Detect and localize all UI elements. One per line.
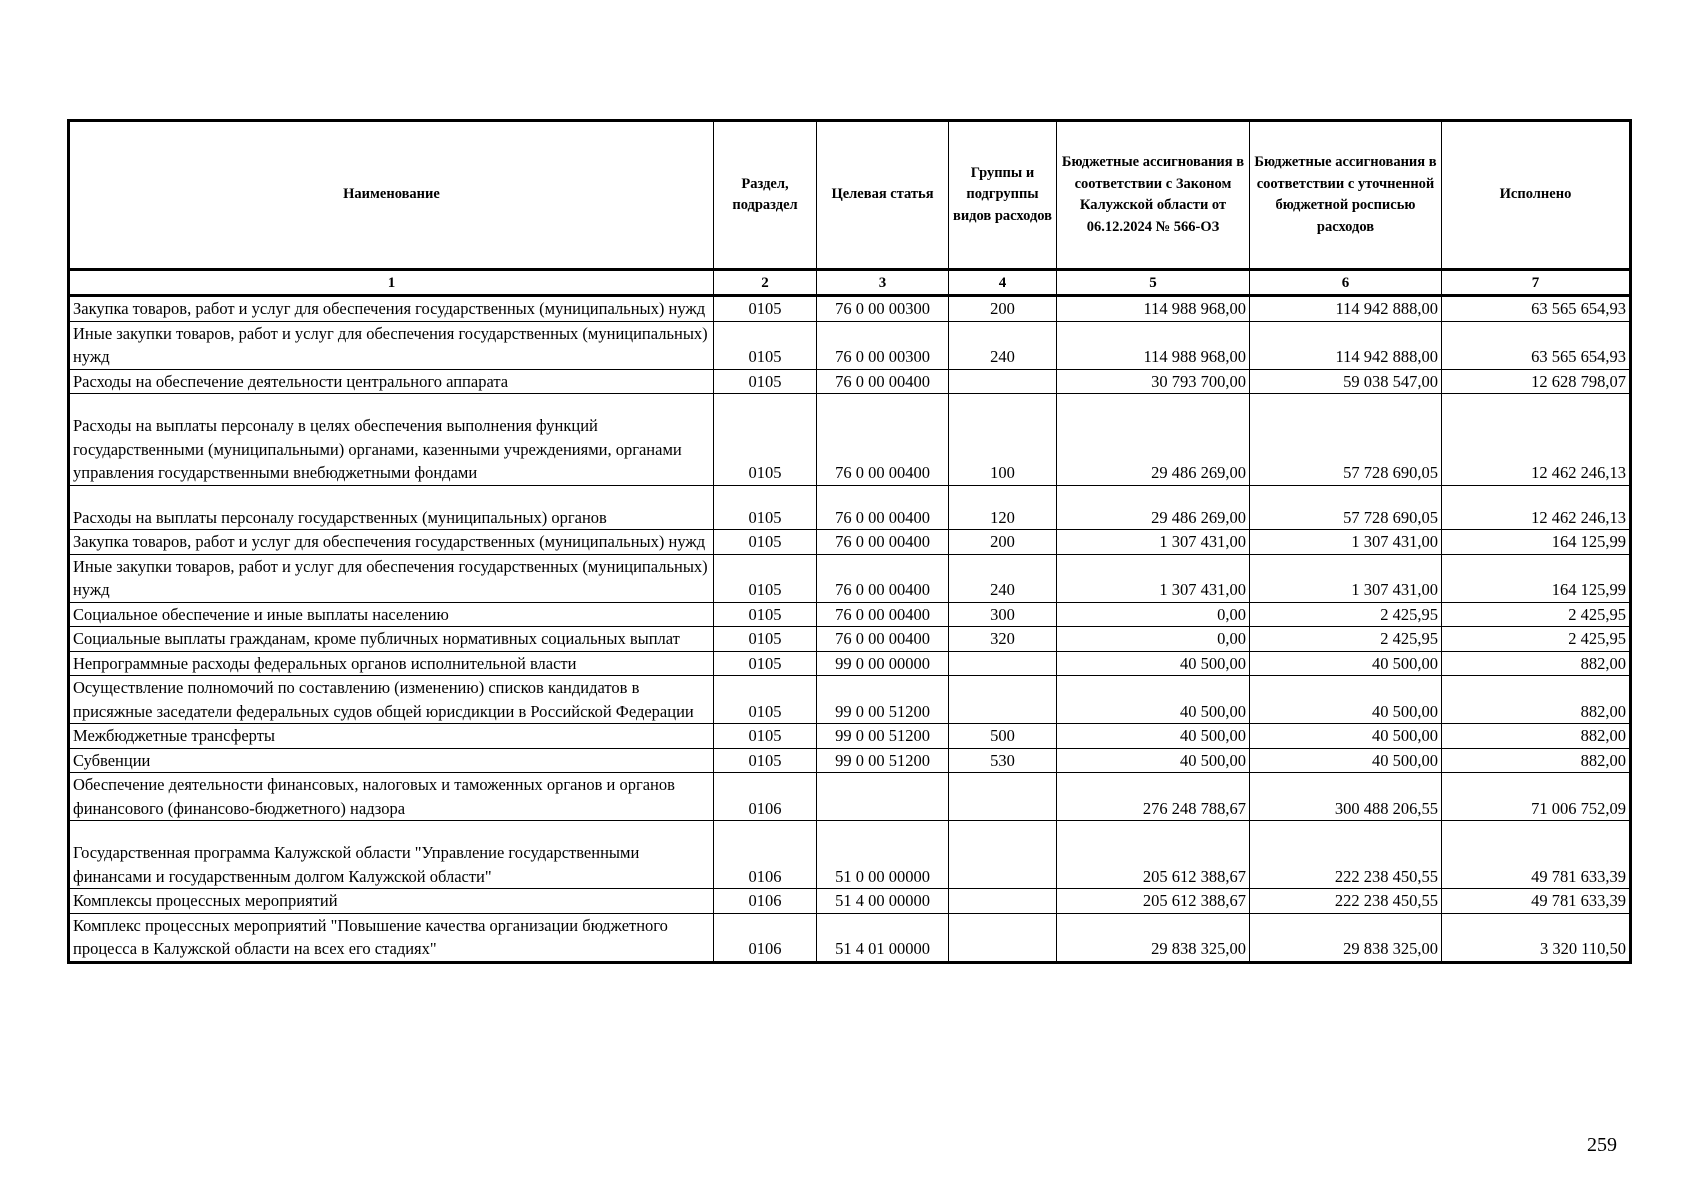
row-group (949, 821, 1057, 889)
column-number: 1 (69, 270, 714, 296)
row-name: Комплекс процессных мероприятий "Повышение качества организации бюджетного процесса в Калужской области на всех его стадиях" (69, 913, 714, 962)
row-name: Межбюджетные трансферты (69, 724, 714, 749)
row-law-amount: 40 500,00 (1057, 748, 1250, 773)
row-refined-amount: 222 238 450,55 (1250, 821, 1442, 889)
row-group: 300 (949, 602, 1057, 627)
row-article: 76 0 00 00400 (817, 627, 949, 652)
row-name: Субвенции (69, 748, 714, 773)
row-article: 76 0 00 00300 (817, 321, 949, 369)
row-refined-amount: 2 425,95 (1250, 602, 1442, 627)
row-refined-amount: 300 488 206,55 (1250, 773, 1442, 821)
row-section: 0105 (714, 296, 817, 322)
row-article: 76 0 00 00400 (817, 485, 949, 530)
header-refined: Бюджетные ассигнования в соответствии с уточненной бюджетной росписью расходов (1250, 121, 1442, 270)
row-executed-amount: 63 565 654,93 (1442, 296, 1631, 322)
row-group: 200 (949, 530, 1057, 555)
header-section: Раздел, подраздел (714, 121, 817, 270)
row-law-amount: 0,00 (1057, 627, 1250, 652)
row-section: 0106 (714, 773, 817, 821)
row-name: Иные закупки товаров, работ и услуг для обеспечения государственных (муниципальных) нужд (69, 554, 714, 602)
row-refined-amount: 2 425,95 (1250, 627, 1442, 652)
row-refined-amount: 40 500,00 (1250, 748, 1442, 773)
row-executed-amount: 49 781 633,39 (1442, 889, 1631, 914)
column-number: 6 (1250, 270, 1442, 296)
row-article: 76 0 00 00400 (817, 530, 949, 555)
row-law-amount: 1 307 431,00 (1057, 554, 1250, 602)
row-refined-amount: 40 500,00 (1250, 676, 1442, 724)
row-executed-amount: 12 462 246,13 (1442, 394, 1631, 486)
header-law: Бюджетные ассигнования в соответствии с Законом Калужской области от 06.12.2024 № 566-ОЗ (1057, 121, 1250, 270)
row-executed-amount: 882,00 (1442, 724, 1631, 749)
row-refined-amount: 59 038 547,00 (1250, 369, 1442, 394)
row-section: 0105 (714, 321, 817, 369)
row-executed-amount: 882,00 (1442, 676, 1631, 724)
row-law-amount: 40 500,00 (1057, 724, 1250, 749)
table-row (69, 676, 1631, 724)
table-row (69, 369, 1631, 394)
row-section: 0105 (714, 676, 817, 724)
table-row (69, 554, 1631, 602)
row-section: 0105 (714, 485, 817, 530)
row-article: 99 0 00 51200 (817, 676, 949, 724)
row-section: 0105 (714, 602, 817, 627)
row-law-amount: 1 307 431,00 (1057, 530, 1250, 555)
row-law-amount: 205 612 388,67 (1057, 889, 1250, 914)
row-law-amount: 40 500,00 (1057, 651, 1250, 676)
row-refined-amount: 40 500,00 (1250, 724, 1442, 749)
table-row (69, 748, 1631, 773)
row-law-amount: 205 612 388,67 (1057, 821, 1250, 889)
row-refined-amount: 1 307 431,00 (1250, 530, 1442, 555)
row-law-amount: 40 500,00 (1057, 676, 1250, 724)
table-row (69, 321, 1631, 369)
row-refined-amount: 57 728 690,05 (1250, 485, 1442, 530)
row-executed-amount: 882,00 (1442, 651, 1631, 676)
row-article: 76 0 00 00300 (817, 296, 949, 322)
row-executed-amount: 164 125,99 (1442, 530, 1631, 555)
row-executed-amount: 3 320 110,50 (1442, 913, 1631, 962)
row-refined-amount: 114 942 888,00 (1250, 296, 1442, 322)
row-law-amount: 276 248 788,67 (1057, 773, 1250, 821)
row-group (949, 913, 1057, 962)
table-row (69, 602, 1631, 627)
header-article: Целевая статья (817, 121, 949, 270)
row-section: 0105 (714, 748, 817, 773)
table-row (69, 394, 1631, 486)
row-executed-amount: 2 425,95 (1442, 602, 1631, 627)
row-refined-amount: 29 838 325,00 (1250, 913, 1442, 962)
row-article: 99 0 00 51200 (817, 748, 949, 773)
row-name: Государственная программа Калужской области "Управление государственными финансами и государственным долгом Калужской области" (69, 821, 714, 889)
row-group: 120 (949, 485, 1057, 530)
table-row (69, 724, 1631, 749)
row-name: Осуществление полномочий по составлению (изменению) списков кандидатов в присяжные заседатели федеральных судов общей юрисдикции в Российской Федерации (69, 676, 714, 724)
row-name: Обеспечение деятельности финансовых, налоговых и таможенных органов и органов финансового (финансово-бюджетного) надзора (69, 773, 714, 821)
row-section: 0105 (714, 724, 817, 749)
row-name: Расходы на выплаты персоналу государственных (муниципальных) органов (69, 485, 714, 530)
row-article: 76 0 00 00400 (817, 394, 949, 486)
table-row (69, 296, 1631, 322)
row-refined-amount: 57 728 690,05 (1250, 394, 1442, 486)
row-name: Закупка товаров, работ и услуг для обеспечения государственных (муниципальных) нужд (69, 296, 714, 322)
row-section: 0105 (714, 554, 817, 602)
column-number-row (69, 270, 1631, 296)
row-section: 0106 (714, 889, 817, 914)
row-article (817, 773, 949, 821)
table-row (69, 530, 1631, 555)
row-section: 0105 (714, 369, 817, 394)
row-article: 99 0 00 00000 (817, 651, 949, 676)
row-section: 0105 (714, 530, 817, 555)
row-refined-amount: 40 500,00 (1250, 651, 1442, 676)
row-group (949, 773, 1057, 821)
table-row (69, 821, 1631, 889)
table-row (69, 627, 1631, 652)
row-group (949, 651, 1057, 676)
column-number: 2 (714, 270, 817, 296)
header-executed: Исполнено (1442, 121, 1631, 270)
row-section: 0106 (714, 821, 817, 889)
column-number: 7 (1442, 270, 1631, 296)
row-name: Иные закупки товаров, работ и услуг для обеспечения государственных (муниципальных) нужд (69, 321, 714, 369)
row-group: 530 (949, 748, 1057, 773)
row-group: 100 (949, 394, 1057, 486)
row-name: Закупка товаров, работ и услуг для обеспечения государственных (муниципальных) нужд (69, 530, 714, 555)
row-section: 0105 (714, 394, 817, 486)
row-article: 76 0 00 00400 (817, 554, 949, 602)
row-law-amount: 29 486 269,00 (1057, 394, 1250, 486)
row-group: 320 (949, 627, 1057, 652)
row-refined-amount: 222 238 450,55 (1250, 889, 1442, 914)
row-name: Социальное обеспечение и иные выплаты населению (69, 602, 714, 627)
row-section: 0105 (714, 651, 817, 676)
row-group: 240 (949, 554, 1057, 602)
row-article: 99 0 00 51200 (817, 724, 949, 749)
row-refined-amount: 1 307 431,00 (1250, 554, 1442, 602)
row-law-amount: 0,00 (1057, 602, 1250, 627)
row-name: Расходы на выплаты персоналу в целях обеспечения выполнения функций государственными (муниципальными) органами, казенными учреждениями, органами управления государственными внебюджетными фондами (69, 394, 714, 486)
row-refined-amount: 114 942 888,00 (1250, 321, 1442, 369)
table-row (69, 773, 1631, 821)
row-executed-amount: 63 565 654,93 (1442, 321, 1631, 369)
row-group: 200 (949, 296, 1057, 322)
row-law-amount: 29 486 269,00 (1057, 485, 1250, 530)
column-number: 5 (1057, 270, 1250, 296)
row-law-amount: 30 793 700,00 (1057, 369, 1250, 394)
row-executed-amount: 882,00 (1442, 748, 1631, 773)
row-executed-amount: 12 462 246,13 (1442, 485, 1631, 530)
row-article: 51 4 00 00000 (817, 889, 949, 914)
row-section: 0105 (714, 627, 817, 652)
table-row (69, 889, 1631, 914)
header-groups: Группы и подгруппы видов расходов (949, 121, 1057, 270)
page-number: 259 (1587, 1134, 1617, 1156)
row-executed-amount: 2 425,95 (1442, 627, 1631, 652)
row-name: Расходы на обеспечение деятельности центрального аппарата (69, 369, 714, 394)
row-name: Непрограммные расходы федеральных органов исполнительной власти (69, 651, 714, 676)
row-name: Социальные выплаты гражданам, кроме публичных нормативных социальных выплат (69, 627, 714, 652)
row-article: 51 4 01 00000 (817, 913, 949, 962)
table-row (69, 913, 1631, 962)
row-law-amount: 29 838 325,00 (1057, 913, 1250, 962)
row-executed-amount: 12 628 798,07 (1442, 369, 1631, 394)
column-number: 3 (817, 270, 949, 296)
row-name: Комплексы процессных мероприятий (69, 889, 714, 914)
budget-table (67, 119, 1632, 964)
row-group (949, 889, 1057, 914)
table-row (69, 651, 1631, 676)
column-number: 4 (949, 270, 1057, 296)
row-article: 51 0 00 00000 (817, 821, 949, 889)
row-executed-amount: 49 781 633,39 (1442, 821, 1631, 889)
row-group: 240 (949, 321, 1057, 369)
row-section: 0106 (714, 913, 817, 962)
row-group (949, 676, 1057, 724)
row-law-amount: 114 988 968,00 (1057, 321, 1250, 369)
row-group: 500 (949, 724, 1057, 749)
row-law-amount: 114 988 968,00 (1057, 296, 1250, 322)
header-name: Наименование (69, 121, 714, 270)
row-executed-amount: 71 006 752,09 (1442, 773, 1631, 821)
row-article: 76 0 00 00400 (817, 369, 949, 394)
row-executed-amount: 164 125,99 (1442, 554, 1631, 602)
header-row (69, 121, 1631, 270)
table-row (69, 485, 1631, 530)
row-article: 76 0 00 00400 (817, 602, 949, 627)
row-group (949, 369, 1057, 394)
